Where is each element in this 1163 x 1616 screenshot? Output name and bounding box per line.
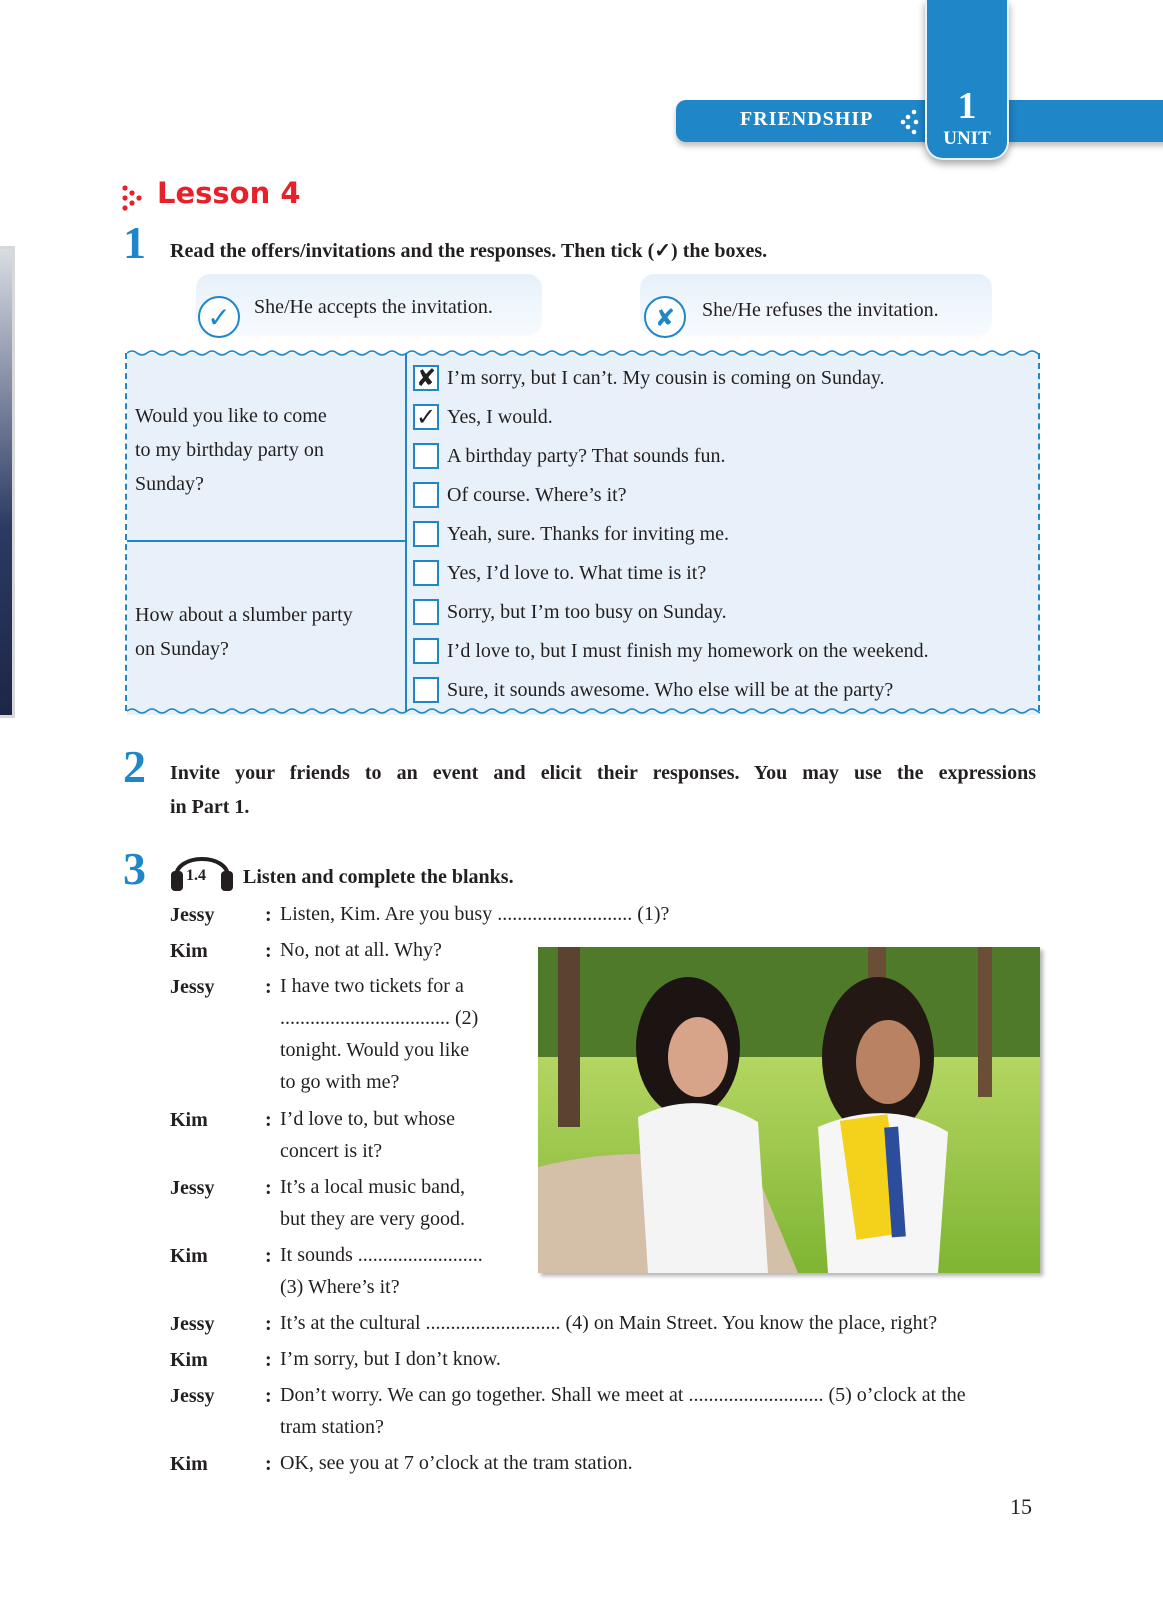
dialogue-line: OK, see you at 7 o’clock at the tram station. <box>280 1452 633 1474</box>
speaker-name: Kim <box>170 1453 208 1475</box>
question-2 <box>135 598 395 666</box>
section-3-instruction: Listen and complete the blanks. <box>243 866 514 888</box>
unit-title: FRIENDSHIP <box>740 108 874 130</box>
question-2-line: on Sunday? <box>135 638 229 660</box>
wavy-border-bottom <box>127 707 1040 715</box>
lesson-title: Lesson 4 <box>157 176 301 210</box>
edge-photo-fragment <box>0 246 15 718</box>
response-option: Yeah, sure. Thanks for inviting me. <box>447 523 730 545</box>
dialogue-colon: : <box>265 1313 272 1335</box>
section-3-number: 3 <box>123 843 146 894</box>
dialogue-line: concert is it? <box>280 1140 383 1162</box>
dialogue-line: I’m sorry, but I don’t know. <box>280 1348 501 1370</box>
speaker-name: Kim <box>170 940 208 962</box>
table-border-left <box>125 353 127 711</box>
dots-icon <box>900 108 920 136</box>
response-option: Sure, it sounds awesome. Who else will be at the party? <box>447 679 894 701</box>
response-option: Yes, I would. <box>447 406 553 428</box>
response-option: I’m sorry, but I can’t. My cousin is coming on Sunday. <box>447 367 885 389</box>
response-option: Yes, I’d love to. What time is it? <box>447 562 707 584</box>
dialogue-colon: : <box>265 1349 272 1371</box>
tick-box[interactable] <box>413 638 439 664</box>
speaker-name: Jessy <box>170 1177 215 1199</box>
response-option: Sorry, but I’m too busy on Sunday. <box>447 601 727 623</box>
tick-box[interactable] <box>413 677 439 703</box>
speaker-name: Kim <box>170 1349 208 1371</box>
question-1-line: Would you like to come <box>135 405 327 427</box>
dialogue-line: .................................. (2) <box>280 1007 479 1029</box>
dialogue-line: to go with me? <box>280 1071 400 1093</box>
speaker-name: Jessy <box>170 1313 215 1335</box>
dialogue-line: It’s at the cultural ........................... (4) on Main Street. You know the place, right? <box>280 1312 938 1334</box>
two-girls-photo <box>538 947 1040 1273</box>
dialogue-line: It sounds ......................... <box>280 1244 483 1266</box>
tick-box[interactable]: ✓ <box>413 404 439 430</box>
tick-box[interactable]: ✘ <box>413 365 439 391</box>
legend-refuse-text: She/He refuses the invitation. <box>702 299 939 321</box>
tick-box[interactable] <box>413 521 439 547</box>
section-1-instruction: Read the offers/invitations and the responses. Then tick (✓) the boxes. <box>170 240 768 262</box>
wavy-border-top <box>127 349 1040 357</box>
unit-label: UNIT <box>943 128 991 149</box>
exercise-table <box>127 353 1040 715</box>
question-1-line: to my birthday party on <box>135 439 324 461</box>
speaker-name: Jessy <box>170 904 215 926</box>
dialogue-line: I have two tickets for a <box>280 975 464 997</box>
dialogue-line: Listen, Kim. Are you busy ........................... (1)? <box>280 903 670 925</box>
column-divider <box>405 353 407 711</box>
dialogue-colon: : <box>265 1245 272 1267</box>
question-1-line: Sunday? <box>135 473 204 495</box>
speaker-name: Kim <box>170 1109 208 1131</box>
row-divider <box>127 540 405 542</box>
dialogue-line: Don’t worry. We can go together. Shall we meet at ........................... (5) o’clock at the <box>280 1384 966 1406</box>
section-1-number: 1 <box>123 217 146 268</box>
dialogue-line: but they are very good. <box>280 1208 465 1230</box>
dialogue-colon: : <box>265 1177 272 1199</box>
tick-box[interactable] <box>413 599 439 625</box>
dialogue-colon: : <box>265 1109 272 1131</box>
dialogue-colon: : <box>265 976 272 998</box>
dialogue-colon: : <box>265 904 272 926</box>
audio-track-label: 1.4 <box>186 867 206 884</box>
cross-icon: ✘ <box>644 296 686 338</box>
response-option: A birthday party? That sounds fun. <box>447 445 726 467</box>
dialogue-colon: : <box>265 940 272 962</box>
check-icon: ✓ <box>198 296 240 338</box>
question-1 <box>135 399 395 501</box>
response-option: Of course. Where’s it? <box>447 484 627 506</box>
tick-box[interactable] <box>413 443 439 469</box>
section-2-number: 2 <box>123 741 146 792</box>
tick-box[interactable] <box>413 560 439 586</box>
speaker-name: Jessy <box>170 976 215 998</box>
dialogue-line: I’d love to, but whose <box>280 1108 455 1130</box>
dialogue-colon: : <box>265 1453 272 1475</box>
response-option: I’d love to, but I must finish my homework on the weekend. <box>447 640 929 662</box>
section-2-instruction-line2: in Part 1. <box>170 796 250 818</box>
speaker-name: Kim <box>170 1245 208 1267</box>
tick-box[interactable] <box>413 482 439 508</box>
dialogue-colon: : <box>265 1385 272 1407</box>
unit-number: 1 <box>957 85 977 127</box>
dialogue-line: tonight. Would you like <box>280 1039 470 1061</box>
dialogue-line: It’s a local music band, <box>280 1176 465 1198</box>
question-2-line: How about a slumber party <box>135 604 353 626</box>
page-number: 15 <box>1010 1494 1032 1519</box>
table-border-right <box>1038 353 1040 711</box>
legend-accept-text: She/He accepts the invitation. <box>254 296 493 318</box>
dialogue-line: tram station? <box>280 1416 384 1438</box>
dialogue-line: (3) Where’s it? <box>280 1276 400 1298</box>
dialogue-line: No, not at all. Why? <box>280 939 442 961</box>
speaker-name: Jessy <box>170 1385 215 1407</box>
lesson-dots-icon <box>121 184 147 214</box>
section-2-instruction-line1: Invite your friends to an event and elicit their responses. You may use the expressions <box>170 762 1036 784</box>
